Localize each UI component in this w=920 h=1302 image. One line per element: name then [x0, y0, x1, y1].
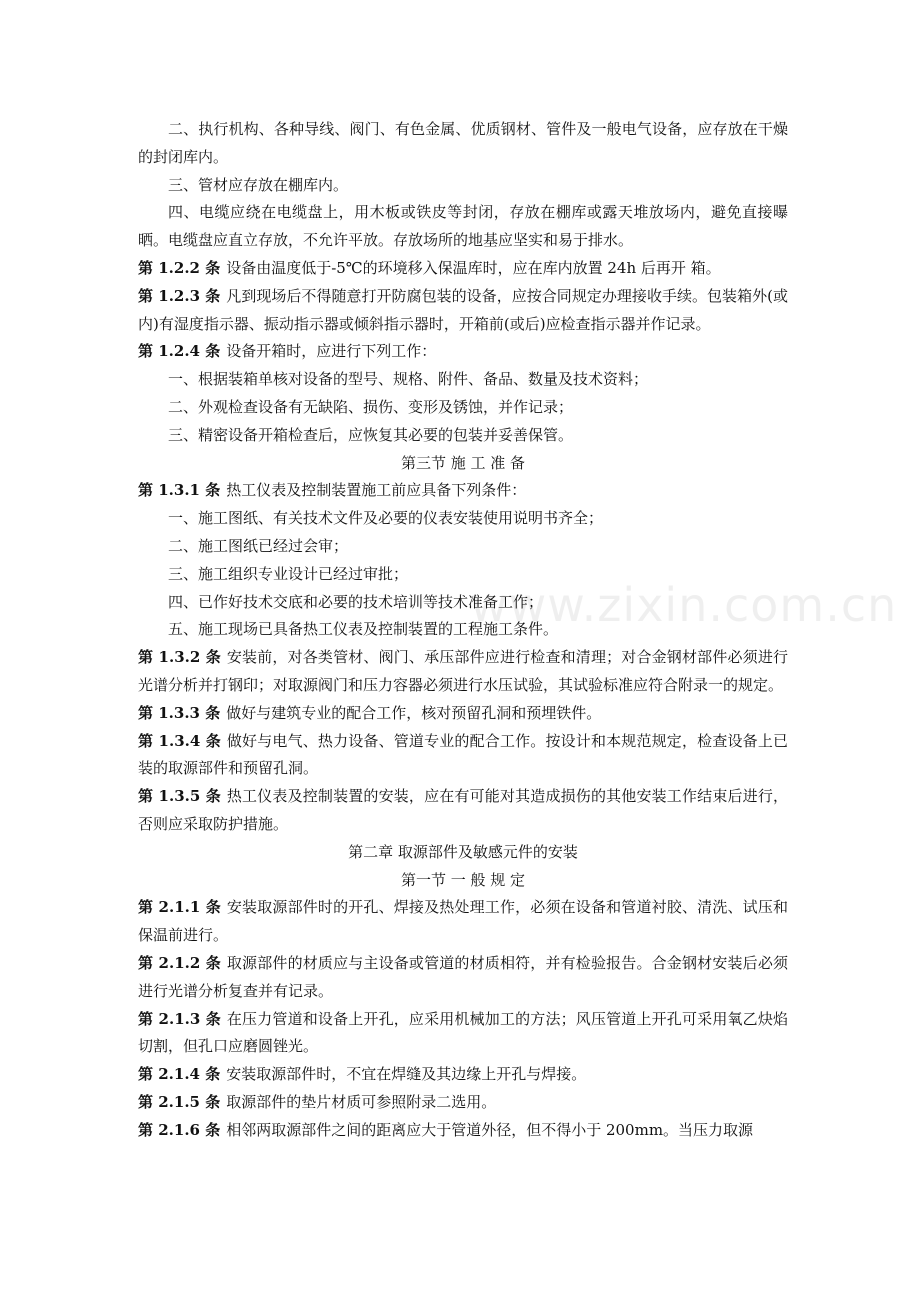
list-paragraph: [138, 116, 788, 172]
article-paragraph: [138, 783, 788, 839]
paragraph-text: 凡到现场后不得随意打开防腐包装的设备，应按合同规定办理接收手续。包装箱外(或内)有湿度指示器、振动指示器或倾斜指示器时，开箱前(或后)应检查指示器并作记录。: [138, 286, 788, 333]
paragraph-text: 第一节 一 般 规 定: [400, 870, 526, 889]
article-number: 第 1.2.4 条: [138, 342, 221, 361]
article-number: 第 2.1.1 条: [138, 898, 221, 917]
article-paragraph: [138, 1117, 788, 1145]
paragraph-text: 四、已作好技术交底和必要的技术培训等技术准备工作；: [168, 592, 544, 611]
article-paragraph: [138, 1061, 788, 1089]
list-paragraph: [138, 616, 788, 644]
list-paragraph: [138, 505, 788, 533]
paragraph-text: 在压力管道和设备上开孔，应采用机械加工的方法；风压管道上开孔可采用氧乙炔焰切割，但孔口应磨圆锉光。: [138, 1009, 788, 1056]
paragraph-text: 做好与建筑专业的配合工作，核对预留孔洞和预埋铁件。: [226, 703, 602, 722]
article-paragraph: [138, 477, 788, 505]
paragraph-text: 做好与电气、热力设备、管道专业的配合工作。按设计和本规范规定，检查设备上已装的取源部件和预留孔洞。: [138, 731, 788, 778]
paragraph-text: 二、施工图纸已经过会审；: [168, 536, 349, 555]
article-number: 第 1.3.5 条: [138, 787, 221, 806]
article-paragraph: [138, 1089, 788, 1117]
paragraph-text: 一、施工图纸、有关技术文件及必要的仪表安装使用说明书齐全；: [168, 509, 604, 528]
paragraph-text: 取源部件的材质应与主设备或管道的材质相符，并有检验报告。合金钢材安装后必须进行光谱分析复查并有记录。: [138, 953, 788, 1000]
paragraph-text: 安装取源部件时，不宜在焊缝及其边缘上开孔与焊接。: [226, 1065, 587, 1084]
article-number: 第 2.1.4 条: [138, 1065, 221, 1084]
document-body: [138, 116, 788, 1144]
article-number: 第 2.1.6 条: [138, 1120, 221, 1139]
paragraph-text: 安装前，对各类管材、阀门、承压部件应进行检查和清理；对合金钢材部件必须进行光谱分析并打钢印；对取源阀门和压力容器必须进行水压试验，其试验标准应符合附录一的规定。: [138, 648, 788, 694]
list-paragraph: [138, 422, 788, 450]
article-paragraph: [138, 700, 788, 728]
list-paragraph: [138, 561, 788, 589]
article-number: 第 2.1.3 条: [138, 1009, 221, 1028]
list-paragraph: [138, 366, 788, 394]
article-paragraph: [138, 644, 788, 700]
paragraph-text: 二、执行机构、各种导线、阀门、有色金属、优质钢材、管件及一般电气设备，应存放在干燥的封闭库内。: [138, 120, 788, 166]
article-number: 第 1.3.4 条: [138, 731, 221, 750]
article-number: 第 1.3.1 条: [138, 481, 221, 500]
list-paragraph: [138, 172, 788, 200]
section-heading: [138, 450, 788, 478]
watermark: www.zixin.com.cn: [470, 578, 898, 632]
section-heading: [138, 867, 788, 895]
paragraph-text: 设备由温度低于-5℃的环境移入保温库时，应在库内放置 24h 后再开 箱。: [226, 258, 721, 277]
article-paragraph: [138, 283, 788, 339]
article-paragraph: [138, 255, 788, 283]
paragraph-text: 安装取源部件时的开孔、焊接及热处理工作，必须在设备和管道衬胶、清洗、试压和保温前进行。: [138, 898, 788, 945]
article-number: 第 1.3.3 条: [138, 703, 221, 722]
paragraph-text: 五、施工现场已具备热工仪表及控制装置的工程施工条件。: [168, 620, 559, 639]
paragraph-text: 取源部件的垫片材质可参照附录二选用。: [226, 1092, 497, 1111]
article-number: 第 2.1.2 条: [138, 953, 221, 972]
paragraph-text: 三、施工组织专业设计已经过审批；: [168, 564, 409, 583]
article-paragraph: [138, 950, 788, 1006]
paragraph-text: 三、精密设备开箱检查后，应恢复其必要的包装并妥善保管。: [168, 425, 574, 444]
paragraph-text: 三、管材应存放在棚库内。: [168, 175, 349, 194]
section-heading: [138, 839, 788, 867]
article-paragraph: [138, 728, 788, 784]
article-number: 第 1.2.3 条: [138, 286, 221, 305]
paragraph-text: 一、根据装箱单核对设备的型号、规格、附件、备品、数量及技术资料；: [168, 370, 649, 389]
list-paragraph: [138, 199, 788, 255]
article-paragraph: [138, 1006, 788, 1062]
article-paragraph: [138, 338, 788, 366]
list-paragraph: [138, 533, 788, 561]
article-number: 第 2.1.5 条: [138, 1092, 221, 1111]
paragraph-text: 四、电缆应绕在电缆盘上，用木板或铁皮等封闭，存放在棚库或露天堆放场内，避免直接曝晒。电缆盘应直立存放，不允许平放。存放场所的地基应坚实和易于排水。: [138, 203, 788, 250]
article-number: 第 1.2.2 条: [138, 258, 221, 277]
paragraph-text: 热工仪表及控制装置的安装，应在有可能对其造成损伤的其他安装工作结束后进行，否则应采取防护措施。: [138, 787, 788, 833]
paragraph-text: 第三节 施 工 准 备: [400, 453, 526, 472]
paragraph-text: 相邻两取源部件之间的距离应大于管道外径，但不得小于 200mm。当压力取源: [226, 1120, 754, 1139]
article-paragraph: [138, 894, 788, 950]
paragraph-text: 第二章 取源部件及敏感元件的安装: [348, 842, 578, 861]
list-paragraph: [138, 394, 788, 422]
article-number: 第 1.3.2 条: [138, 648, 221, 667]
paragraph-text: 热工仪表及控制装置施工前应具备下列条件：: [226, 481, 527, 500]
paragraph-text: 二、外观检查设备有无缺陷、损伤、变形及锈蚀，并作记录；: [168, 397, 574, 416]
list-paragraph: [138, 589, 788, 617]
paragraph-text: 设备开箱时，应进行下列工作：: [226, 342, 437, 361]
